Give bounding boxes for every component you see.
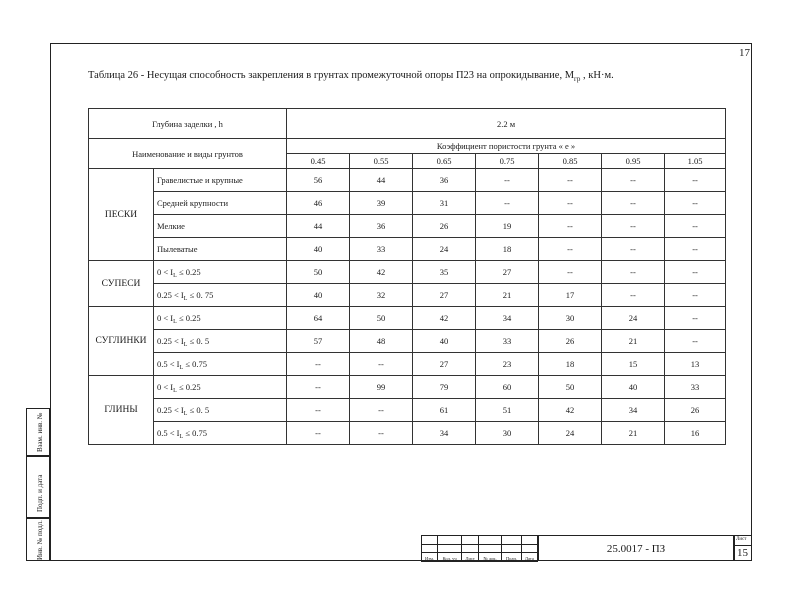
table-cell: -- (665, 192, 726, 215)
condition-right: ≤ 0. 5 (189, 336, 210, 346)
table-cell: 33 (476, 330, 539, 353)
table-cell: 50 (287, 261, 350, 284)
table-cell: 42 (539, 399, 602, 422)
document-code: 25.0017 - ПЗ (538, 535, 734, 561)
table-cell: 51 (476, 399, 539, 422)
bearing-capacity-table (88, 108, 726, 445)
table-cell: 79 (413, 376, 476, 399)
table-cell: 40 (287, 238, 350, 261)
table-cell: -- (665, 215, 726, 238)
table-cell: 27 (413, 284, 476, 307)
table-cell: 34 (413, 422, 476, 445)
table-cell: 42 (350, 261, 413, 284)
table-cell: 60 (476, 376, 539, 399)
caption-subscript: гр (574, 75, 581, 84)
soil-subtype (154, 192, 287, 215)
table-cell: 19 (476, 215, 539, 238)
table-cell: 44 (350, 169, 413, 192)
table-cell: 18 (539, 353, 602, 376)
table-cell: 36 (413, 169, 476, 192)
table-cell: 24 (413, 238, 476, 261)
table-cell: -- (602, 215, 665, 238)
table-cell: 26 (665, 399, 726, 422)
table-cell: 40 (413, 330, 476, 353)
coef-value: 0.95 (602, 154, 665, 169)
soil-group-name: ПЕСКИ (89, 169, 154, 261)
condition-subscript: L (173, 319, 177, 325)
table-cell: 35 (413, 261, 476, 284)
table-cell: 23 (476, 353, 539, 376)
table-cell: 64 (287, 307, 350, 330)
table-cell: 18 (476, 238, 539, 261)
table-cell: 32 (350, 284, 413, 307)
table-cell: 34 (602, 399, 665, 422)
table-cell: -- (287, 399, 350, 422)
condition-subscript: L (183, 411, 188, 417)
soil-subtype (154, 307, 287, 330)
table-cell: -- (602, 284, 665, 307)
condition-right: ≤ 0. 75 (189, 290, 214, 300)
table-cell: 26 (539, 330, 602, 353)
table-cell: -- (539, 169, 602, 192)
table-cell: 50 (539, 376, 602, 399)
coef-value: 0.75 (476, 154, 539, 169)
table-cell: 26 (413, 215, 476, 238)
condition-subscript: L (183, 296, 188, 302)
condition-left: 0.25 < I (157, 405, 184, 415)
soil-subtype-label: Средней крупности (157, 198, 229, 208)
header-row-depth (89, 109, 726, 139)
sheet-box (734, 535, 752, 561)
coef-value: 0.55 (350, 154, 413, 169)
soil-subtype (154, 169, 287, 192)
table-cell: 17 (539, 284, 602, 307)
soil-group-name: СУГЛИНКИ (89, 307, 154, 376)
table-row (89, 399, 726, 422)
condition-right: ≤ 0.25 (178, 267, 201, 277)
table-cell: -- (602, 192, 665, 215)
table-cell: 24 (539, 422, 602, 445)
side-label-original-inv: Инв. № подл. (36, 520, 44, 560)
condition-left: 0.5 < I (157, 359, 180, 369)
coef-value: 1.05 (665, 154, 726, 169)
table-cell: 31 (413, 192, 476, 215)
table-cell: 33 (350, 238, 413, 261)
table-cell: 15 (602, 353, 665, 376)
condition-left: 0 < I (157, 313, 174, 323)
table-row (89, 169, 726, 192)
table-cell: 27 (413, 353, 476, 376)
condition-right: ≤ 0.75 (185, 359, 207, 369)
condition-left: 0.25 < I (157, 336, 184, 346)
sheet-label: Лист (736, 537, 747, 542)
table-cell: 46 (287, 192, 350, 215)
condition-subscript: L (179, 434, 184, 440)
table-row (89, 353, 726, 376)
table-cell: 56 (287, 169, 350, 192)
table-cell: -- (665, 261, 726, 284)
table-cell: -- (350, 422, 413, 445)
table-row (89, 376, 726, 399)
table-cell: 57 (287, 330, 350, 353)
table-cell: -- (287, 376, 350, 399)
table-cell: -- (602, 238, 665, 261)
title-block-col-label: № док. (479, 553, 502, 562)
coef-value: 0.85 (539, 154, 602, 169)
table-cell: 40 (287, 284, 350, 307)
table-cell: 50 (350, 307, 413, 330)
sheet-divider (735, 545, 751, 546)
table-cell: -- (665, 330, 726, 353)
table-cell: 33 (665, 376, 726, 399)
side-label-sign-date: Подп. и дата (36, 474, 44, 512)
table-row (89, 330, 726, 353)
soil-subtype (154, 238, 287, 261)
table-cell: 40 (602, 376, 665, 399)
table-row (89, 307, 726, 330)
table-row (89, 238, 726, 261)
table-caption (88, 70, 614, 83)
header-row-coef (89, 139, 726, 154)
soil-subtype (154, 284, 287, 307)
table-cell: 27 (476, 261, 539, 284)
table-cell: -- (476, 192, 539, 215)
condition-subscript: L (183, 342, 188, 348)
coef-header: Коэффициент пористости грунта « е » (287, 139, 726, 154)
condition-subscript: L (179, 365, 184, 371)
soil-subtype-label: Гравелистые и крупные (157, 175, 243, 185)
soil-subtype (154, 353, 287, 376)
caption-text: Таблица 26 - Несущая способность закрепления в грунтах промежуточной опоры П23 на опрокидывание, М (88, 70, 575, 81)
soil-subtype (154, 376, 287, 399)
condition-left: 0 < I (157, 382, 174, 392)
side-label-replace-inv: Взам. инв. № (36, 412, 44, 452)
table-row (89, 422, 726, 445)
table-row (89, 284, 726, 307)
table-cell: -- (665, 284, 726, 307)
table-cell: 21 (476, 284, 539, 307)
table-cell: 61 (413, 399, 476, 422)
table-cell: 48 (350, 330, 413, 353)
soil-subtype (154, 399, 287, 422)
title-block-col-label: Лист (462, 553, 479, 562)
table-cell: 36 (350, 215, 413, 238)
table-cell: 30 (476, 422, 539, 445)
condition-right: ≤ 0.25 (178, 313, 201, 323)
condition-left: 0 < I (157, 267, 174, 277)
condition-subscript: L (173, 388, 177, 394)
depth-label: Глубина заделки , h (89, 109, 287, 139)
table-cell: -- (350, 399, 413, 422)
coef-value: 0.65 (413, 154, 476, 169)
table-cell: 13 (665, 353, 726, 376)
condition-subscript: L (173, 273, 177, 279)
depth-value: 2.2 м (287, 109, 726, 139)
soil-subtype (154, 330, 287, 353)
title-block-grid (421, 535, 538, 562)
table-cell: 34 (476, 307, 539, 330)
table-cell: -- (665, 169, 726, 192)
condition-right: ≤ 0. 5 (189, 405, 210, 415)
table-cell: 21 (602, 330, 665, 353)
table-cell: 99 (350, 376, 413, 399)
table-cell: -- (350, 353, 413, 376)
condition-left: 0.5 < I (157, 428, 180, 438)
condition-left: 0.25 < I (157, 290, 184, 300)
coef-value: 0.45 (287, 154, 350, 169)
table-cell: -- (539, 215, 602, 238)
page-number: 17 (739, 47, 750, 59)
title-block-col-label: Изм. (422, 553, 438, 562)
table-cell: -- (539, 192, 602, 215)
table-cell: -- (476, 169, 539, 192)
soil-group-name: ГЛИНЫ (89, 376, 154, 445)
table-cell: 21 (602, 422, 665, 445)
table-row (89, 215, 726, 238)
table-row (89, 192, 726, 215)
soil-header: Наименование и виды грунтов (89, 139, 287, 169)
table-cell: -- (287, 353, 350, 376)
table-cell: 42 (413, 307, 476, 330)
caption-unit: , кН·м. (580, 70, 614, 81)
table-cell: -- (287, 422, 350, 445)
table-cell: -- (539, 261, 602, 284)
table-cell: -- (665, 307, 726, 330)
table-cell: 44 (287, 215, 350, 238)
title-block-col-label: Подп. (502, 553, 522, 562)
table-cell: -- (602, 261, 665, 284)
table-cell: 39 (350, 192, 413, 215)
title-block-col-label: Дата (521, 553, 537, 562)
table-cell: -- (602, 169, 665, 192)
soil-subtype (154, 261, 287, 284)
table-cell: 16 (665, 422, 726, 445)
table-cell: -- (539, 238, 602, 261)
condition-right: ≤ 0.25 (178, 382, 201, 392)
soil-subtype (154, 422, 287, 445)
table-cell: -- (665, 238, 726, 261)
soil-subtype-label: Пылеватые (157, 244, 198, 254)
title-block-col-label: Кол. уч (438, 553, 462, 562)
soil-subtype-label: Мелкие (157, 221, 185, 231)
sheet-number: 15 (737, 547, 748, 559)
condition-right: ≤ 0.75 (185, 428, 207, 438)
title-block (421, 535, 752, 561)
table-cell: 30 (539, 307, 602, 330)
soil-subtype (154, 215, 287, 238)
table-cell: 24 (602, 307, 665, 330)
soil-group-name: СУПЕСИ (89, 261, 154, 307)
table-row (89, 261, 726, 284)
